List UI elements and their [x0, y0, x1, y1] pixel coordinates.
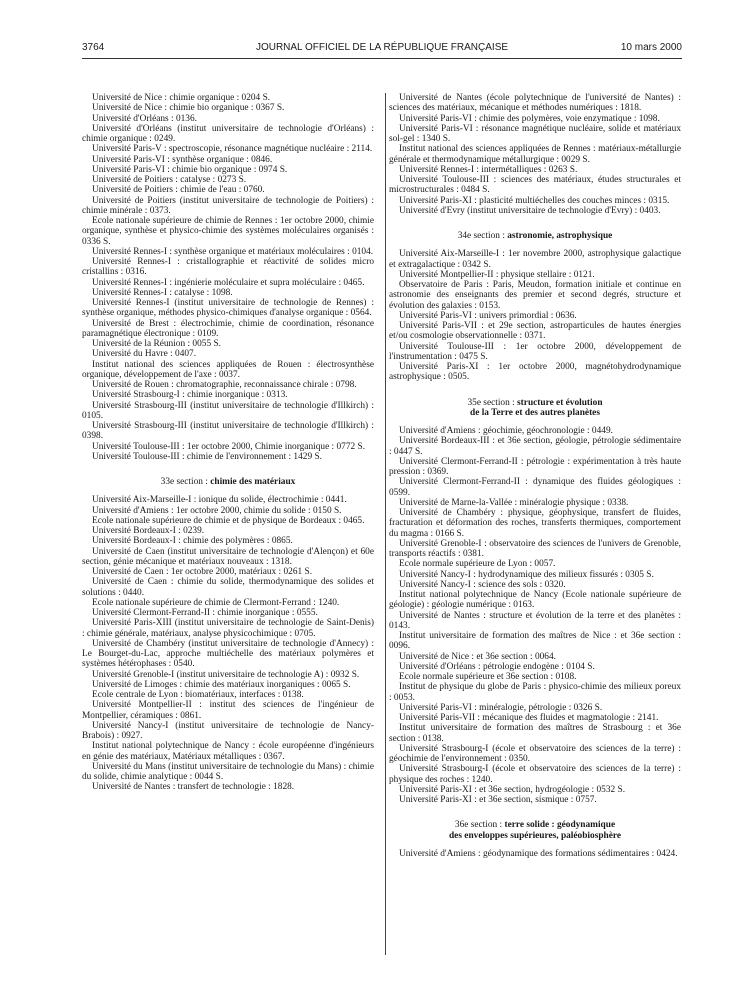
- list-item: Université Rennes-I : ingénierie moléculaire et supra moléculaire : 0465.: [92, 277, 365, 288]
- list-item: Université Bordeaux-I : chimie des polymères : 0865.: [92, 536, 293, 547]
- list-item: Ecole normale supérieure de Lyon : 0057.: [399, 559, 556, 570]
- list-item: Université de la Réunion : 0055 S.: [92, 339, 221, 349]
- list-item: Université Rennes-I : catalyse : 1098.: [92, 287, 233, 298]
- section-number: 35e section :: [467, 397, 518, 408]
- list-item: Université Clermont-Ferrand-II : chimie inorganique : 0555.: [92, 608, 318, 618]
- list-item: Université Paris-VI : univers primordial : 0636.: [399, 310, 577, 321]
- list-item: Université d'Amiens : 1er octobre 2000, chimie du solide : 0150 S.: [92, 505, 342, 516]
- list-item: Université de Caen : chimie du solide, thermodynamique des solides et solutions : 0440.: [82, 577, 374, 598]
- list-item: Université d'Orléans : pétrologie endogène : 0104 S.: [399, 661, 595, 672]
- list-item: Université Toulouse-III : sciences des matériaux, études structurales et microstructurales : 0484 S.: [389, 175, 681, 196]
- list-item: Ecole nationale supérieure de chimie de Rennes : 1er octobre 2000, chimie organique, synthèse et physico-chimie des systèmes moléculaires organisés : 0336 S.: [82, 216, 374, 247]
- section-heading: [82, 477, 374, 487]
- section-title: terre solide : géodynamique: [504, 820, 616, 831]
- list-item: Université Strasbourg-I : chimie inorganique : 0313.: [92, 390, 288, 401]
- section-heading: [389, 231, 681, 241]
- list-item: Université Paris-XIII (institut universitaire de technologie de Saint-Denis) : chimie générale, matériaux, analyse physicochimique : 0705.: [82, 618, 374, 639]
- section-heading: [389, 398, 681, 419]
- list-item: Université de Nice : et 36e section : 0064.: [399, 651, 556, 662]
- list-item: Institut national des sciences appliquées de Rennes : matériaux-métallurgie générale et thermodynamique métallurgique : 0029 S.: [389, 144, 681, 165]
- list-item: Institut universitaire de formation des maîtres de Nice : et 36e section : 0096.: [389, 631, 681, 652]
- list-item: Université Rennes-I : intermétalliques : 0263 S.: [399, 164, 578, 175]
- list-item: Université Rennes-I : synthèse organique et matériaux moléculaires : 0104.: [92, 246, 374, 257]
- list-item: Université Rennes-I : cristallographie et réactivité de solides micro cristallins : 0316.: [82, 257, 374, 278]
- section-title: chimie des matériaux: [210, 477, 296, 487]
- list-item: Université Paris-XI : 1er octobre 2000, magnétohydrodynamique astrophysique : 0505.: [389, 362, 681, 383]
- list-item: Université de Nice : chimie organique : 0204 S.: [92, 93, 271, 103]
- list-item: Ecole nationale supérieure de chimie et de physique de Bordeaux : 0465.: [92, 515, 365, 526]
- list-item: Université Paris-V : spectroscopie, résonance magnétique nucléaire : 2114.: [92, 144, 373, 155]
- journal-title: JOURNAL OFFICIEL DE LA RÉPUBLIQUE FRANÇAISE: [255, 42, 509, 53]
- list-item: Université de Nantes : transfert de technologie : 1828.: [92, 782, 295, 793]
- list-item: Université d'Amiens : géochimie, géochronologie : 0449.: [399, 426, 613, 436]
- section-heading-line: [389, 398, 681, 408]
- section-heading-line: [82, 477, 374, 487]
- list-item: Université Paris-VI : résonance magnétique nucléaire, solide et matériaux sol-gel : 1340 S.: [389, 123, 681, 144]
- list-item: Université d'Orléans : 0136.: [92, 113, 197, 124]
- section-title: des enveloppes supérieures, paléobiosphère: [448, 830, 621, 841]
- list-item: Université de Nice : chimie bio organique : 0367 S.: [92, 103, 285, 114]
- section-number: 33e section :: [160, 477, 211, 487]
- list-item: Université Toulouse-III : chimie de l'environnement : 1429 S.: [92, 451, 322, 462]
- list-item: Université Aix-Marseille-I : 1er novembre 2000, astrophysique galactique et extragalactique : 0342 S.: [389, 249, 681, 270]
- list-item: Observatoire de Paris : Paris, Meudon, formation initiale et continue en astronomie des enseignants des premier et second degrés, structure et évolution des galaxies : 0153.: [389, 280, 681, 311]
- section-heading-line: [389, 231, 681, 241]
- list-item: Université de Nantes (école polytechnique de l'université de Nantes) : sciences des matériaux, mécanique et méthodes numériques : 1818.: [389, 93, 681, 114]
- list-item: Université de Nantes : structure et évolution de la terre et des planètes : 0143.: [389, 610, 681, 631]
- issue-date: 10 mars 2000: [620, 42, 682, 53]
- list-item: Université Paris-VII : mécanique des fluides et magmatologie : 2141.: [399, 713, 659, 723]
- list-item: Université Paris-VI : chimie des polymères, voie enzymatique : 1098.: [399, 113, 660, 124]
- section-heading: [389, 820, 681, 841]
- list-item: Institut national polytechnique de Nancy (Ecole nationale supérieure de géologie) : géologie numérique : 0163.: [389, 590, 681, 611]
- list-item: Université de Poitiers : catalyse : 0273 S.: [92, 175, 247, 185]
- list-item: Université Bordeaux-I : 0239.: [92, 526, 205, 536]
- list-item: Université Nancy-I : science des sols : 0320.: [399, 579, 566, 590]
- list-item: Université de Rouen : chromatographie, reconnaissance chirale : 0798.: [92, 380, 357, 390]
- list-item: Université Toulouse-III : 1er octobre 2000, développement de l'instrumentation : 0475 S.: [389, 341, 681, 362]
- list-item: Université Montpellier-II : institut des sciences de l'ingénieur de Montpellier, céramiques : 0861.: [82, 700, 374, 721]
- list-item: Université Strasbourg-III (institut universitaire de technologie d'Illkirch) : 0398.: [82, 421, 374, 442]
- list-item: Université Grenoble-I : observatoire des sciences de l'univers de Grenoble, transports réactifs : 0381.: [389, 538, 681, 559]
- list-item: Université Strasbourg-III (institut universitaire de technologie d'Illkirch) : 0105.: [82, 400, 374, 421]
- list-item: Université Nancy-I (institut universitaire de technologie de Nancy-Brabois) : 0927.: [82, 720, 374, 741]
- list-item: Université Montpellier-II : physique stellaire : 0121.: [399, 269, 595, 280]
- list-item: Université Paris-VI : synthèse organique : 0846.: [92, 154, 273, 165]
- list-item: Université Grenoble-I (institut universitaire de technologie A) : 0932 S.: [92, 669, 360, 680]
- page-header: [82, 42, 682, 58]
- list-item: Université Nancy-I : hydrodynamique des milieux fissurés : 0305 S.: [399, 569, 654, 580]
- list-item: Université Paris-VI : chimie bio organique : 0974 S.: [92, 164, 288, 175]
- list-item: Université de Chambéry (institut universitaire de technologie d'Annecy) : Le Bourget-du-Lac, approche multiéchelle des matériaux polymères et systèmes hétérophases : 0540.: [82, 638, 374, 670]
- list-item: Université Aix-Marseille-I : ionique du solide, électrochimie : 0441.: [92, 495, 347, 506]
- list-item: Université Clermont-Ferrand-II : pétrologie : expérimentation à très haute pression : 0369.: [389, 456, 681, 477]
- list-item: Université de Chambéry : physique, géophysique, transfert de fluides, fracturation et déformation des roches, transferts thermiques, comportement du magma : 0166 S.: [389, 508, 681, 539]
- list-item: Institut national polytechnique de Nancy : école européenne d'ingénieurs en génie des matériaux, Matériaux métalliques : 0367.: [82, 741, 374, 762]
- list-item: Université Paris-VI : minéralogie, pétrologie : 0326 S.: [399, 702, 603, 713]
- list-item: Université Clermont-Ferrand-II : dynamique des fluides géologiques : 0599.: [389, 477, 681, 498]
- list-item: Université de Poitiers (institut universitaire de technologie de Poitiers) : chimie minérale : 0373.: [82, 195, 374, 216]
- list-item: Université Paris-XI : et 36e section, sismique : 0757.: [399, 795, 597, 805]
- list-item: Université Strasbourg-I (école et observatoire des sciences de la terre) : physique des roches : 1240.: [389, 764, 681, 785]
- section-title: structure et évolution: [517, 397, 603, 408]
- list-item: Université Strasbourg-I (école et observatoire des sciences de la terre) : géochimie de l'environnement : 0350.: [389, 743, 681, 764]
- column-divider: [385, 93, 386, 955]
- list-item: Ecole centrale de Lyon : biomatériaux, interfaces : 0138.: [92, 690, 304, 700]
- list-item: Ecole normale supérieure et 36e section : 0108.: [399, 672, 577, 682]
- right-column: [389, 93, 681, 859]
- list-item: Institut de physique du globe de Paris : physico-chimie des milieux poreux : 0053.: [389, 682, 681, 703]
- list-item: Université d'Evry (institut universitaire de technologie d'Evry) : 0403.: [399, 205, 661, 216]
- section-number: 34e section :: [457, 231, 508, 241]
- list-item: Université de Marne-la-Vallée : minéralogie physique : 0338.: [399, 497, 629, 508]
- list-item: Université Rennes-I (institut universitaire de technologie de Rennes) : synthèse organique, méthodes physico-chimiques d'analyse organique : 0564.: [82, 298, 374, 319]
- list-item: Université Toulouse-III : 1er octobre 2000, Chimie inorganique : 0772 S.: [92, 441, 366, 452]
- section-heading-line: [389, 831, 681, 841]
- section-heading-line: [389, 408, 681, 418]
- page-number: 3764: [82, 42, 105, 53]
- list-item: Université du Mans (institut universitaire de technologie du Mans) : chimie du solide, chimie analytique : 0044 S.: [82, 761, 374, 782]
- list-item: Université de Caen : 1er octobre 2000, matériaux : 0261 S.: [92, 567, 313, 577]
- list-item: Université d'Orléans (institut universitaire de technologie d'Orléans) : chimie organique : 0249.: [82, 123, 374, 144]
- list-item: Université Paris-XI : plasticité multiéchelles des couches minces : 0315.: [399, 195, 670, 206]
- list-item: Université de Brest : électrochimie, chimie de coordination, résonance paramagnétique électronique : 0109.: [82, 318, 374, 339]
- section-heading-line: [389, 820, 681, 830]
- list-item: Ecole nationale supérieure de chimie de Clermont-Ferrand : 1240.: [92, 597, 340, 608]
- left-column: [82, 93, 374, 793]
- list-item: Université de Poitiers : chimie de l'eau : 0760.: [92, 185, 265, 196]
- list-item: Université d'Amiens : géodynamique des formations sédimentaires : 0424.: [399, 848, 678, 859]
- list-item: Université Paris-VII : et 29e section, astroparticules de hautes énergies et/ou cosmologie observationnelle : 0371.: [389, 321, 681, 342]
- list-item: Institut universitaire de formation des maîtres de Strasbourg : et 36e section : 0138.: [389, 723, 681, 744]
- section-number: 36e section :: [454, 820, 505, 831]
- list-item: Université Paris-XI : et 36e section, hydrogéologie : 0532 S.: [399, 784, 626, 795]
- list-item: Université de Caen (institut universitaire de technologie d'Alençon) et 60e section, génie mécanique et matériaux nouveaux : 1318.: [82, 546, 374, 567]
- section-title: astronomie, astrophysique: [507, 231, 613, 241]
- header-rule: [82, 58, 682, 59]
- list-item: Université du Havre : 0407.: [92, 349, 197, 360]
- list-item: Université de Limoges : chimie des matériaux inorganiques : 0065 S.: [92, 679, 351, 690]
- section-title: de la Terre et des autres planètes: [470, 407, 600, 418]
- list-item: Institut national des sciences appliquées de Rouen : électrosynthèse organique, développement de l'axe : 0037.: [82, 359, 374, 380]
- list-item: Université Bordeaux-III : et 36e section, géologie, pétrologie sédimentaire : 0447 S.: [389, 436, 681, 457]
